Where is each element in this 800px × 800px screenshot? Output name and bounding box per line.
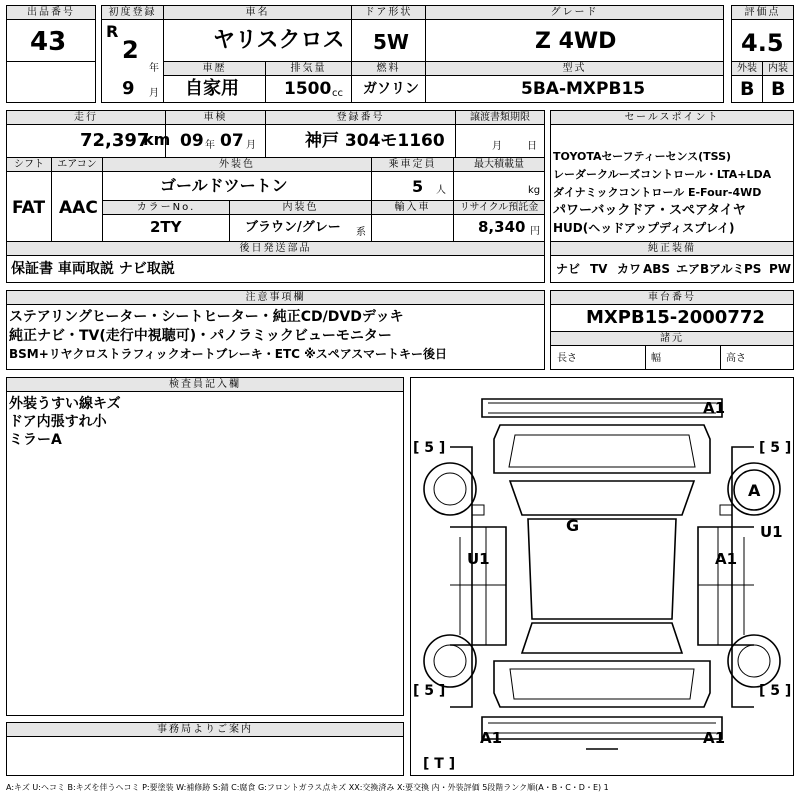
equipment-item: PS [744, 262, 762, 276]
ac: AAC [59, 198, 98, 218]
door-type: 5W [373, 30, 409, 54]
sales-line: TOYOTAセーフティーセンス(TSS) [553, 150, 732, 163]
lot-label: 出品番号 [6, 5, 96, 20]
load-unit: kg [528, 185, 541, 196]
length-label: 長さ [557, 353, 577, 364]
notes-label: 注意事項欄 [6, 290, 545, 305]
sales-line: パワーバックドア・スペアタイヤ [553, 203, 746, 218]
transfer-label: 譲渡書類期限 [455, 110, 545, 125]
displacement-label: 排気量 [265, 61, 352, 76]
recycle-unit: 円 [530, 226, 540, 237]
recycle: 8,340 [478, 218, 526, 236]
equipment-item: PW [769, 262, 792, 276]
load-label: 最大積載量 [453, 157, 545, 172]
mileage-unit: km [143, 130, 171, 149]
legend: A:キズ U:ヘコミ B:キズを伴うヘコミ P:要塗装 W:補修跡 S:錆 C:腐食 G:フロントガラス点キズ XX:交換済み X:要交換 内・外装評価 5段階ランク順(A・B・C・D・E) 1 [6, 783, 609, 792]
interior-label: 内装 [762, 61, 794, 76]
equipment-item: TV [590, 262, 608, 276]
car-diagram [410, 377, 794, 776]
displacement: 1500 [284, 79, 332, 99]
door-label: ドア形状 [351, 5, 426, 20]
inspector-line: 外装うすい線キズ [9, 396, 121, 412]
office-label: 事務局よりご案内 [6, 722, 404, 737]
equipment-item: ABS [643, 262, 671, 276]
diagram-rear-left: A1 [480, 729, 503, 747]
equipment-item: アルミ [709, 262, 745, 276]
inspector-line: ミラーA [9, 432, 62, 448]
diagram-spare: [ T ] [423, 756, 456, 772]
diagram-front-right: A1 [703, 399, 726, 417]
diagram-roof: G [566, 516, 580, 535]
diagram-right-side: U1 [760, 523, 783, 541]
mileage-label: 走行 [6, 110, 166, 125]
inspector-box [6, 391, 404, 716]
inspector-label: 検査員記入欄 [6, 377, 404, 392]
transfer-month-unit: 月 [492, 141, 502, 152]
color-label: 外装色 [102, 157, 372, 172]
interior-color-unit: 系 [356, 227, 366, 238]
color-no-label: カラーNo. [102, 200, 230, 215]
office-box [6, 736, 404, 776]
inspection-label: 車検 [165, 110, 266, 125]
chassis-label: 車台番号 [550, 290, 794, 305]
dims-label: 諸元 [550, 331, 794, 346]
equipment-item: ナビ [556, 262, 581, 276]
later-parts: 保証書 車両取説 ナビ取説 [11, 261, 175, 277]
equipment-label: 純正装備 [550, 241, 794, 256]
insp-month-unit: 月 [246, 140, 256, 151]
height-label: 高さ [726, 353, 746, 364]
ac-label: エアコン [51, 157, 103, 172]
name-label: 車名 [163, 5, 352, 20]
capacity-unit: 人 [436, 185, 446, 196]
sales-line: レーダークルーズコントロール・LTA+LDA [553, 168, 772, 181]
later-label: 後日発送部品 [6, 241, 545, 256]
score-label: 評価点 [731, 5, 794, 20]
displacement-unit: cc [332, 88, 343, 99]
sales-line: ダイナミックコントロール E-Four-4WD [553, 186, 762, 199]
body-color: ゴールドツートン [160, 176, 288, 195]
sales-line: HUD(ヘッドアップディスプレイ) [553, 221, 735, 235]
diagram-right-door: A1 [715, 550, 738, 568]
model-label: 型式 [425, 61, 724, 76]
equipment-item: カワ [617, 262, 642, 276]
notes-line: BSM+リヤクロストラフィックオートブレーキ・ETC ※スペアスマートキー後日 [9, 347, 448, 361]
fuel: ガソリン [363, 81, 419, 97]
sales-label: セールスポイント [550, 110, 794, 125]
notes-line: 純正ナビ・TV(走行中視聴可)・パノラミックビューモニター [9, 328, 392, 344]
transfer-day-unit: 日 [527, 141, 537, 152]
inspection-month: 07 [220, 131, 244, 151]
diagram-tire-front-right: [ 5 ] [759, 440, 792, 456]
lot-number: 43 [30, 27, 67, 57]
interior-grade: B [771, 78, 786, 100]
history-label: 車歴 [163, 61, 266, 76]
diagram-front-right-wheel: A [748, 481, 761, 500]
exterior-grade: B [740, 78, 755, 100]
shift-label: シフト [6, 157, 52, 172]
interior-color-label: 内装色 [229, 200, 372, 215]
grade-label: グレード [425, 5, 724, 20]
chassis-number: MXPB15-2000772 [586, 307, 765, 328]
diagram-left-door: U1 [467, 550, 490, 568]
shift: FAT [12, 198, 46, 218]
capacity: 5 [412, 177, 424, 196]
recycle-label: リサイクル預託金 [453, 200, 545, 215]
notes-line: ステアリングヒーター・シートヒーター・純正CD/DVDデッキ [9, 309, 404, 325]
car-name: ヤリスクロス [213, 28, 345, 53]
import-label: 輸入車 [371, 200, 454, 215]
inspection-year: 09 [180, 131, 204, 151]
exterior-label: 外装 [731, 61, 763, 76]
score: 4.5 [741, 29, 784, 57]
inspector-line: ドア内張すれ小 [9, 414, 107, 430]
plate-label: 登録番号 [265, 110, 456, 125]
width-label: 幅 [651, 353, 661, 364]
diagram-tire-front-left: [ 5 ] [413, 440, 446, 456]
diagram-tire-rear-right: [ 5 ] [759, 683, 792, 699]
era: R [106, 22, 119, 41]
plate-number: 神戸 304モ1160 [305, 131, 445, 151]
insp-year-unit: 年 [205, 140, 215, 151]
interior-color: ブラウン/グレー [245, 220, 341, 235]
first-reg-year: 2 [122, 36, 139, 64]
import-box [371, 214, 454, 242]
lot-blank-box [6, 61, 96, 103]
grade: Z 4WD [535, 29, 617, 54]
first-reg-month: 9 [122, 78, 135, 99]
first-reg-label: 初度登録 [101, 5, 164, 20]
equipment-item: エアB [676, 262, 710, 276]
diagram-rear-right: A1 [703, 729, 726, 747]
fuel-label: 燃料 [351, 61, 426, 76]
color-no: 2TY [150, 218, 182, 236]
month-unit: 月 [149, 88, 159, 99]
mileage: 72,397 [80, 130, 150, 151]
history: 自家用 [185, 78, 239, 99]
year-unit: 年 [149, 63, 159, 74]
diagram-tire-rear-left: [ 5 ] [413, 683, 446, 699]
model: 5BA-MXPB15 [521, 79, 646, 99]
capacity-label: 乗車定員 [371, 157, 454, 172]
